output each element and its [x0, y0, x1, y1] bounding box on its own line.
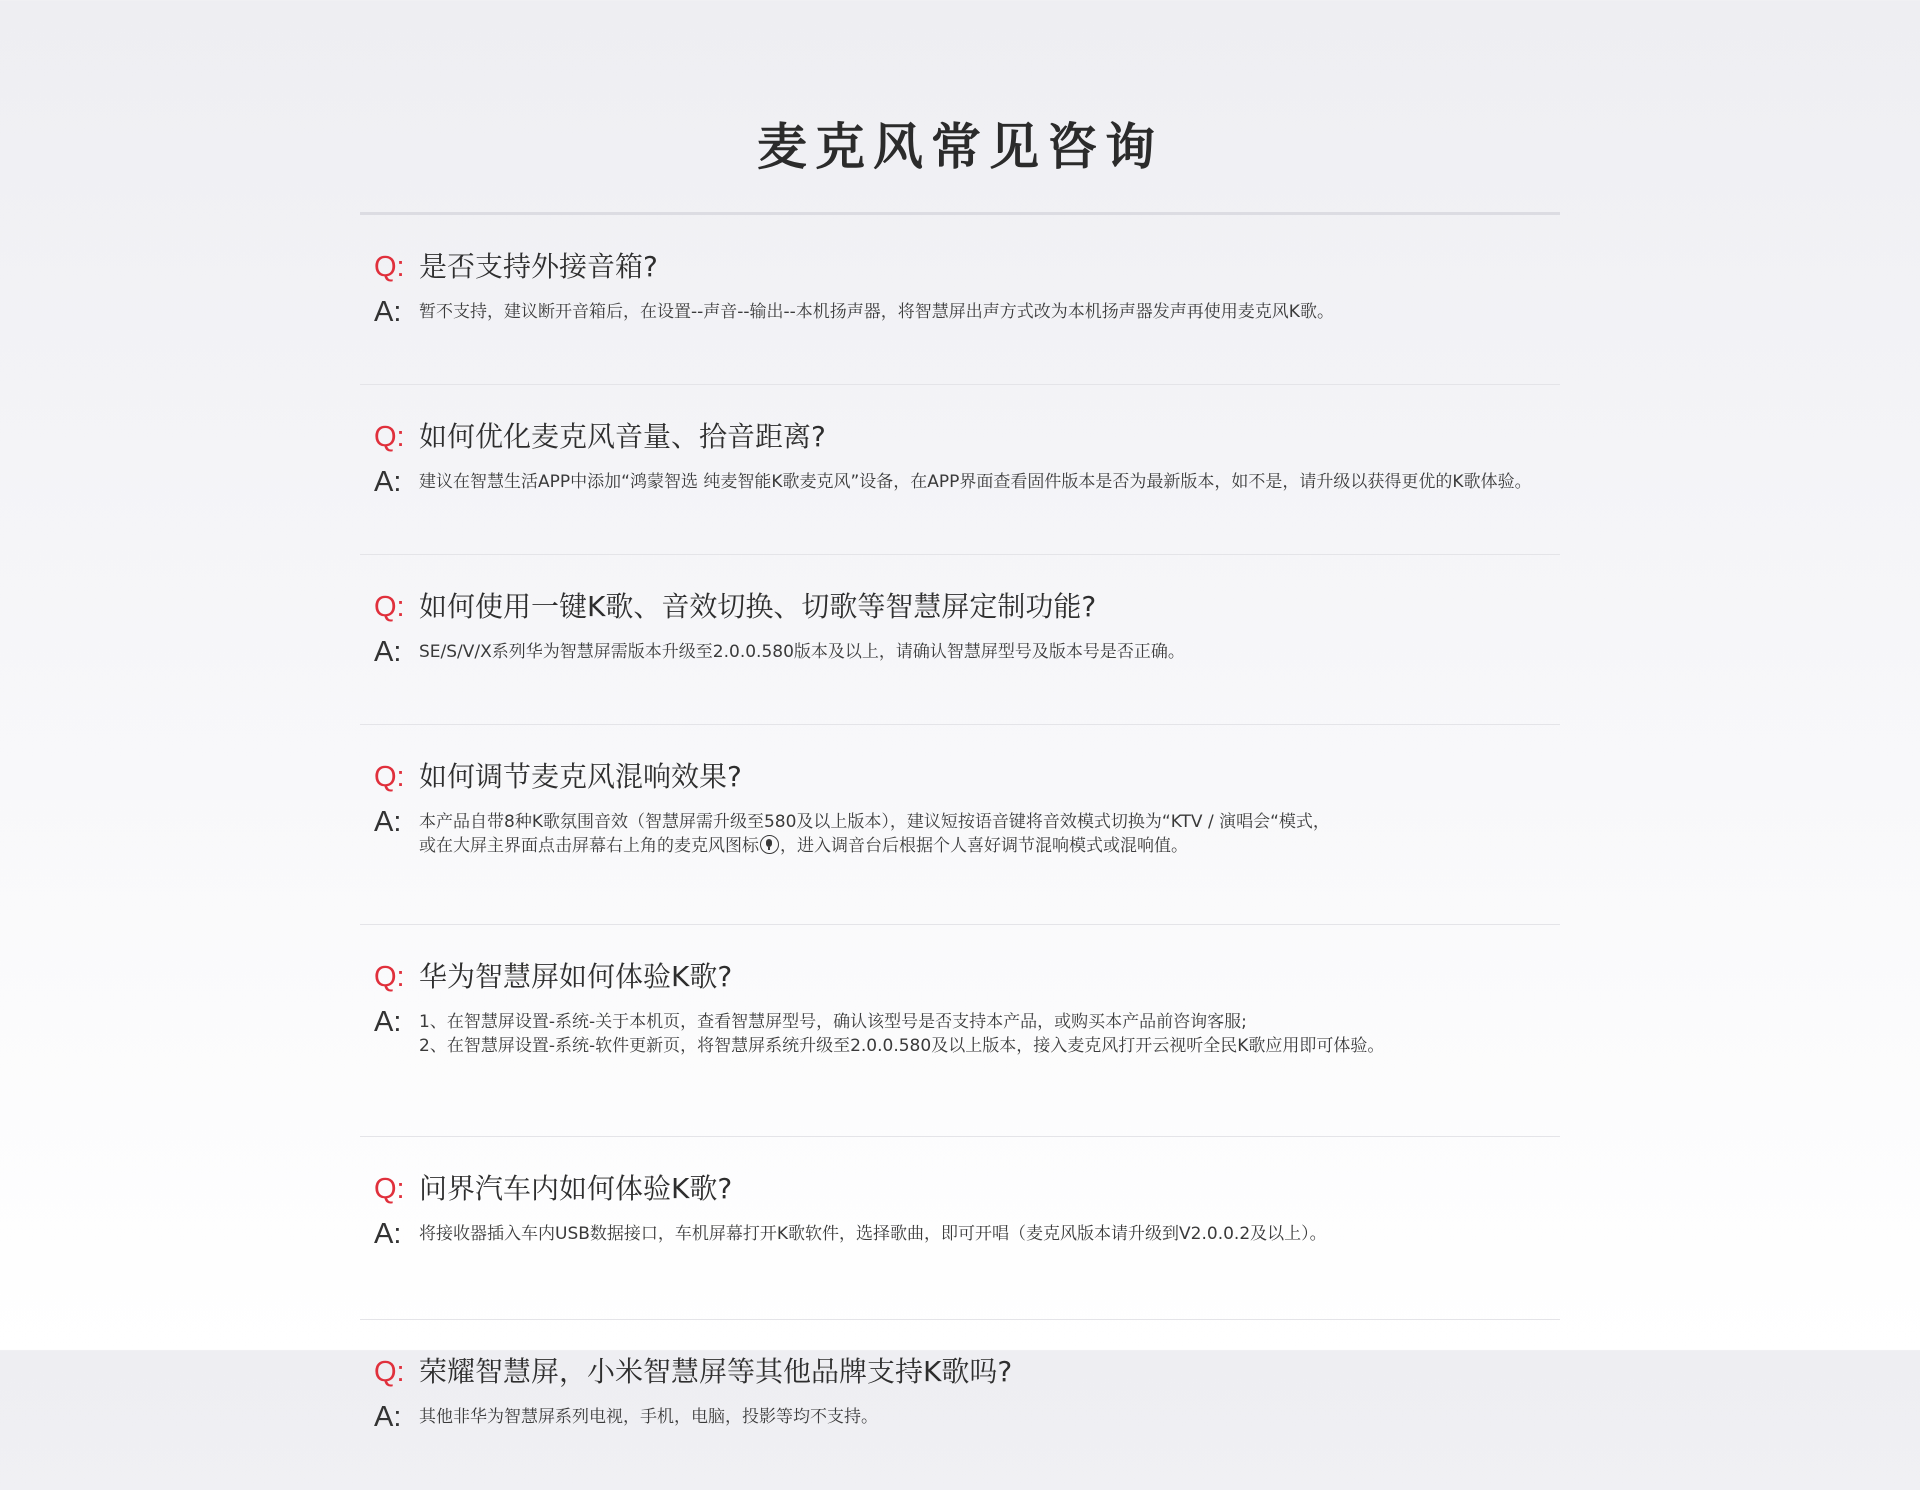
- answer-line-part: ，进入调音台后根据个人喜好调节混响模式或混响值。: [780, 836, 1188, 856]
- answer-text: [419, 1402, 878, 1429]
- answer-line: 1、在智慧屏设置-系统-关于本机页，查看智慧屏型号，确认该型号是否支持本产品，或购买本产品前咨询客服;: [419, 1012, 1247, 1032]
- question-prefix: Q:: [374, 421, 405, 453]
- faq-item: [360, 1350, 1560, 1490]
- answer-line: 2、在智慧屏设置-系统-软件更新页，将智慧屏系统升级至2.0.0.580及以上版本，接入麦克风打开云视听全民K歌应用即可体验。: [419, 1036, 1385, 1056]
- answer-line: 将接收器插入车内USB数据接口，车机屏幕打开K歌软件，选择歌曲，即可开唱（麦克风版本请升级到V2.0.0.2及以上）。: [419, 1224, 1327, 1244]
- faq-item: [360, 1167, 1560, 1320]
- question-prefix: Q:: [374, 1356, 405, 1388]
- microphone-icon: [760, 835, 779, 854]
- answer-text: [419, 297, 1334, 324]
- faq-item: [360, 585, 1560, 725]
- answer-row: [374, 467, 1560, 497]
- question-text: 问界汽车内如何体验K歌?: [419, 1172, 733, 1205]
- answer-row: [374, 297, 1560, 327]
- answer-text: [419, 1007, 1384, 1058]
- answer-text: [419, 637, 1185, 664]
- page-title: 麦克风常见咨询: [757, 118, 1163, 176]
- answer-line: SE/S/V/X系列华为智慧屏需版本升级至2.0.0.580版本及以上，请确认智慧屏型号及版本号是否正确。: [419, 642, 1185, 662]
- question-row: [374, 585, 1560, 635]
- answer-row: [374, 807, 1560, 858]
- question-text: 如何调节麦克风混响效果?: [419, 760, 742, 793]
- faq-item: [360, 755, 1560, 925]
- answer-prefix: A:: [374, 1218, 402, 1250]
- answer-line: 本产品自带8种K歌氛围音效（智慧屏需升级至580及以上版本），建议短按语音键将音效模式切换为“KTV / 演唱会“模式，: [419, 812, 1330, 832]
- question-text: 华为智慧屏如何体验K歌?: [419, 960, 733, 993]
- question-row: [374, 955, 1560, 1005]
- answer-text: [419, 467, 1532, 494]
- question-prefix: Q:: [374, 761, 405, 793]
- answer-prefix: A:: [374, 1006, 402, 1038]
- question-prefix: Q:: [374, 251, 405, 283]
- question-row: [374, 1350, 1560, 1400]
- answer-prefix: A:: [374, 296, 402, 328]
- answer-line: 其他非华为智慧屏系列电视，手机，电脑，投影等均不支持。: [419, 1407, 878, 1427]
- faq-item: [360, 245, 1560, 385]
- question-prefix: Q:: [374, 1173, 405, 1205]
- answer-line: 建议在智慧生活APP中添加“鸿蒙智选 纯麦智能K歌麦克风”设备，在APP界面查看固件版本是否为最新版本，如不是，请升级以获得更优的K歌体验。: [419, 472, 1532, 492]
- question-row: [374, 755, 1560, 805]
- question-row: [374, 245, 1560, 295]
- answer-row: [374, 1219, 1560, 1249]
- question-row: [374, 415, 1560, 465]
- question-text: 如何使用一键K歌、音效切换、切歌等智慧屏定制功能?: [419, 590, 1097, 623]
- question-text: 是否支持外接音箱?: [419, 250, 658, 283]
- question-prefix: Q:: [374, 591, 405, 623]
- faq-item: [360, 415, 1560, 555]
- answer-line-part: 或在大屏主界面点击屏幕右上角的麦克风图标: [419, 836, 759, 856]
- answer-prefix: A:: [374, 466, 402, 498]
- question-text: 如何优化麦克风音量、拾音距离?: [419, 420, 826, 453]
- answer-row: [374, 637, 1560, 667]
- answer-line: [419, 834, 1330, 858]
- answer-prefix: A:: [374, 636, 402, 668]
- answer-text: [419, 1219, 1327, 1246]
- question-prefix: Q:: [374, 961, 405, 993]
- answer-row: [374, 1402, 1560, 1432]
- faq-item: [360, 955, 1560, 1137]
- question-row: [374, 1167, 1560, 1217]
- answer-line: 暂不支持，建议断开音箱后，在设置--声音--输出--本机扬声器，将智慧屏出声方式改为本机扬声器发声再使用麦克风K歌。: [419, 302, 1334, 322]
- question-text: 荣耀智慧屏，小米智慧屏等其他品牌支持K歌吗?: [419, 1355, 1013, 1388]
- answer-prefix: A:: [374, 1401, 402, 1433]
- answer-prefix: A:: [374, 806, 402, 838]
- faq-list: [360, 215, 1560, 1490]
- answer-row: [374, 1007, 1560, 1058]
- answer-text: [419, 807, 1330, 858]
